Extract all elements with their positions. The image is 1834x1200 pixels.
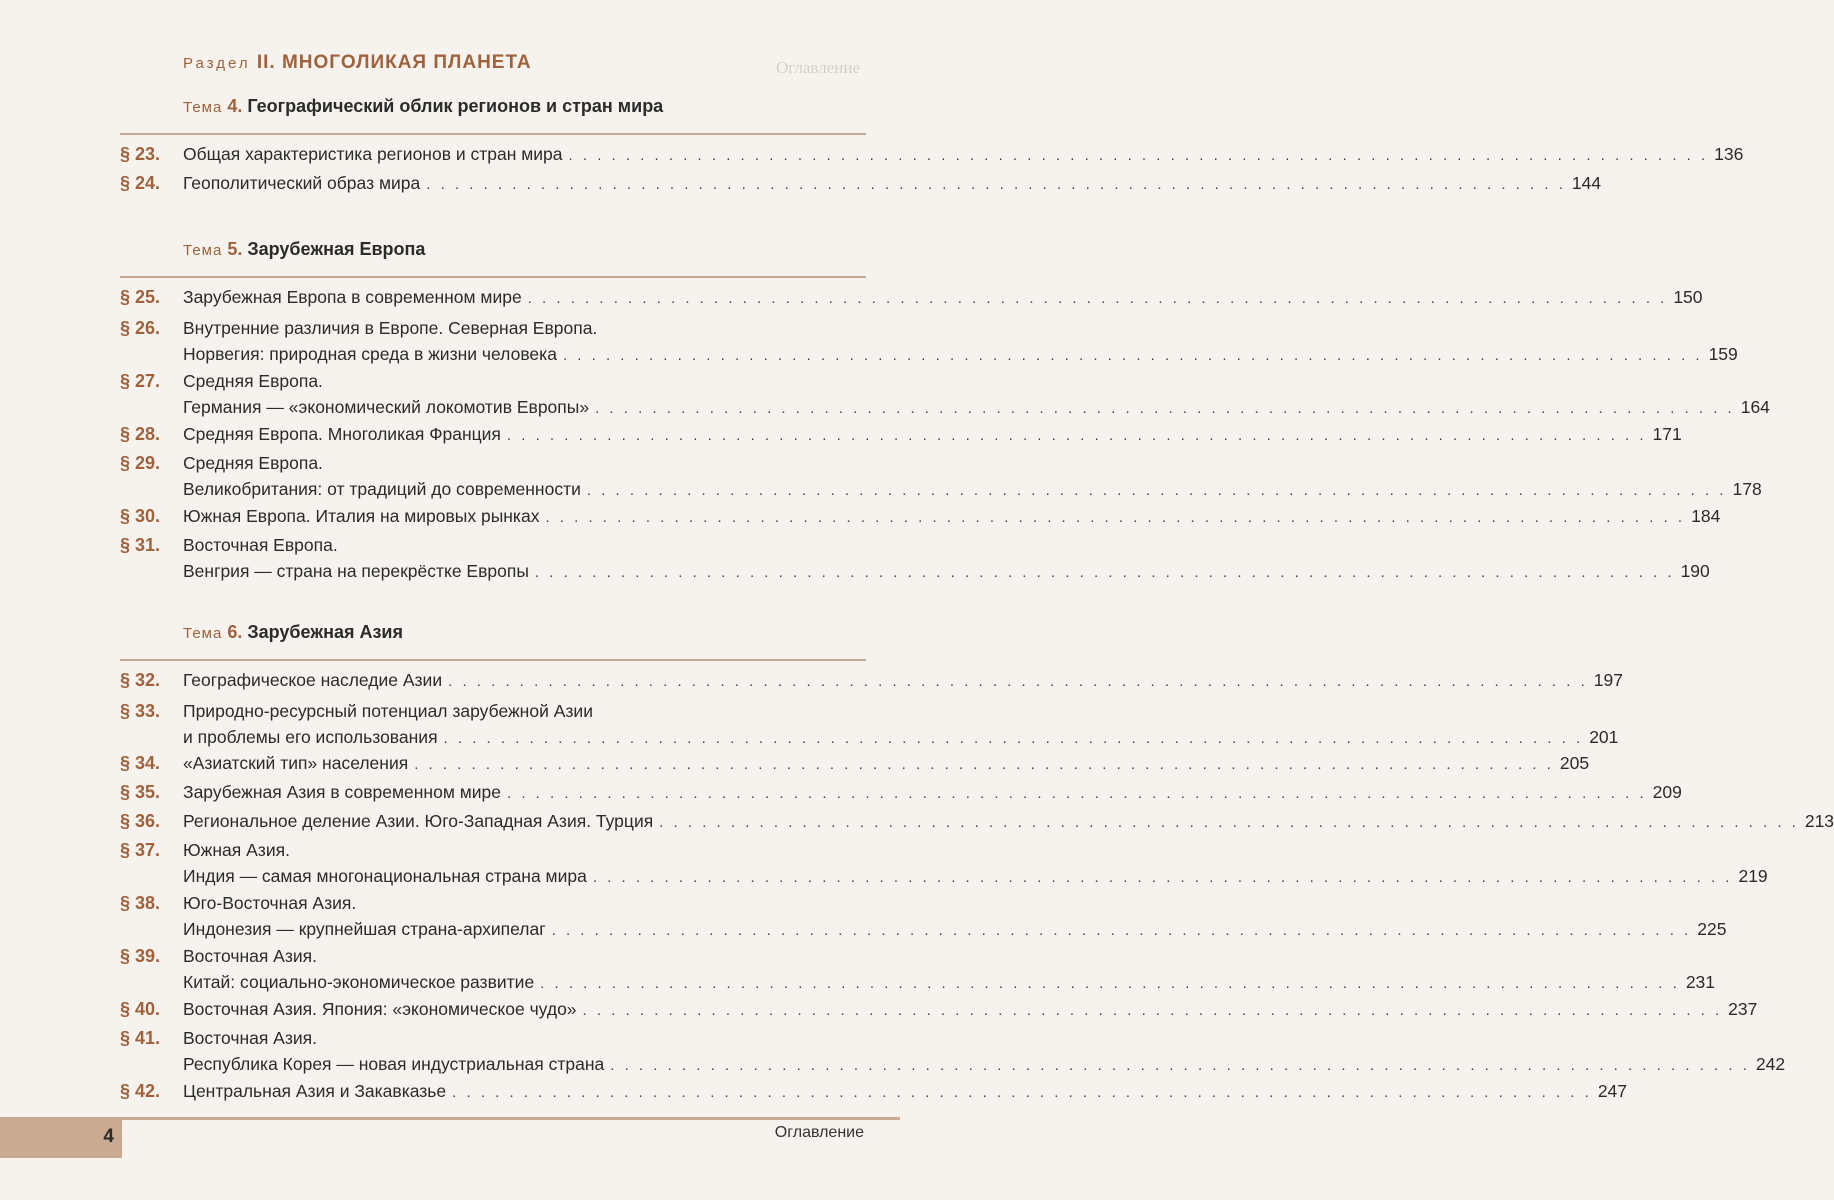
entry-title-line: Зарубежная Европа в современном мире [183,287,522,307]
paragraph-number: § 32. [120,670,161,690]
theme-rule [120,276,866,278]
page-reference: 201 [1589,727,1619,747]
entry-title-line: Восточная Азия. Япония: «экономическое чудо» [183,999,577,1019]
dot-leader: . . . . . . . . . . . . . . . . . . . . . . . . . . . . . . . . . . . . . . . . . . . . . . . . . . . . . . . . . . . . . . . . . . . . . . . . . . . . . . . . [562,347,1703,364]
entry-title-line: Средняя Европа. [183,453,323,473]
theme-number: 4. [227,96,243,116]
toc-entry[interactable] [120,808,1834,836]
dot-leader: . . . . . . . . . . . . . . . . . . . . . . . . . . . . . . . . . . . . . . . . . . . . . . . . . . . . . . . . . . . . . . . . . . . . . . . . . . . . . . . . [540,975,1680,992]
theme-heading [183,96,663,117]
running-footer-title: Оглавление [774,1124,864,1141]
paragraph-number: § 40. [120,999,161,1019]
dot-leader: . . . . . . . . . . . . . . . . . . . . . . . . . . . . . . . . . . . . . . . . . . . . . . . . . . . . . . . . . . . . . . . . . . . . . . . . . . . . . . . . [448,673,1588,690]
entry-title-line: Общая характеристика регионов и стран мира [183,144,563,164]
entry-title-line: и проблемы его использования [183,727,438,747]
toc-entry[interactable] [120,837,1768,891]
dot-leader: . . . . . . . . . . . . . . . . . . . . . . . . . . . . . . . . . . . . . . . . . . . . . . . . . . . . . . . . . . . . . . . . . . . . . . . . . . . . . . . . [568,147,1709,164]
page-reference: 247 [1597,1081,1628,1101]
page-number-tab [0,1120,122,1158]
page-reference: 231 [1685,972,1716,992]
toc-entry[interactable] [120,750,1590,778]
theme-number: 6. [227,622,243,642]
entry-title-line: Зарубежная Азия в современном мире [183,782,501,802]
entry-title-line: Индонезия — крупнейшая страна-архипелаг [183,919,546,939]
theme-label: Тема [183,99,223,116]
paragraph-number: § 29. [120,453,161,473]
toc-entry[interactable] [120,450,1762,504]
theme-title: Географический облик регионов и стран мира [247,96,664,116]
dot-leader: . . . . . . . . . . . . . . . . . . . . . . . . . . . . . . . . . . . . . . . . . . . . . . . . . . . . . . . . . . . . . . . . . . . . . . . . . . . . . . . . [506,427,1647,444]
section-heading [183,52,532,74]
paragraph-number: § 41. [120,1028,161,1048]
toc-entry[interactable] [120,996,1758,1024]
theme-heading [183,239,425,260]
page-reference: 150 [1673,287,1703,307]
theme-heading [183,622,403,643]
paragraph-number: § 42. [120,1081,161,1101]
dot-leader: . . . . . . . . . . . . . . . . . . . . . . . . . . . . . . . . . . . . . . . . . . . . . . . . . . . . . . . . . . . . . . . . . . . . . . . . . . . . . . . . [507,785,1647,802]
toc-entry[interactable] [120,141,1744,169]
entry-title-line: Центральная Азия и Закавказье [183,1081,447,1101]
entry-title-line: Восточная Азия. [183,1028,317,1048]
paragraph-number: § 27. [120,371,161,391]
bleed-through-text: Оглавление [776,58,860,77]
entry-title-line: Индия — самая многонациональная страна мира [183,866,587,886]
page-number: 4 [103,1126,114,1147]
paragraph-number: § 36. [120,811,161,831]
dot-leader: . . . . . . . . . . . . . . . . . . . . . . . . . . . . . . . . . . . . . . . . . . . . . . . . . . . . . . . . . . . . . . . . . . . . . . . . . . . . . . . . [527,290,1668,307]
dot-leader: . . . . . . . . . . . . . . . . . . . . . . . . . . . . . . . . . . . . . . . . . . . . . . . . . . . . . . . . . . . . . . . . . . . . . . . . . . . . . . . . [582,1002,1723,1019]
page-reference: 209 [1652,782,1682,802]
paragraph-number: § 33. [120,701,161,721]
entry-title-line: Внутренние различия в Европе. Северная Европа. [183,318,598,338]
page-reference: 171 [1652,424,1682,444]
paragraph-number: § 31. [120,535,161,555]
theme-rule [120,659,866,661]
entry-title-line: Республика Корея — новая индустриальная страна [183,1054,605,1074]
dot-leader: . . . . . . . . . . . . . . . . . . . . . . . . . . . . . . . . . . . . . . . . . . . . . . . . . . . . . . . . . . . . . . . . . . . . . . . . . . . . . . . . [545,509,1686,526]
entry-title-line: Геополитический образ мира [183,173,421,193]
page-reference: 219 [1738,866,1768,886]
toc-entry[interactable] [120,890,1727,944]
paragraph-number: § 25. [120,287,161,307]
page-reference: 213 [1804,811,1834,831]
toc-entry[interactable] [120,698,1619,752]
page-reference: 164 [1740,397,1770,417]
page-reference: 197 [1593,670,1623,690]
page-reference: 242 [1755,1054,1786,1074]
page-reference: 184 [1691,506,1721,526]
toc-entry[interactable] [120,1025,1786,1079]
entry-title-line: Великобритания: от традиций до современности [183,479,581,499]
page-reference: 159 [1708,344,1738,364]
theme-label: Тема [183,625,223,642]
theme-title: Зарубежная Европа [247,239,426,259]
toc-entry[interactable] [120,943,1716,997]
footer-rule [0,1117,900,1120]
page-reference: 237 [1728,999,1758,1019]
theme-title: Зарубежная Азия [247,622,403,642]
entry-title-line: Средняя Европа. [183,371,323,391]
section-label: Раздел [183,55,251,72]
theme-label: Тема [183,242,223,259]
page-reference: 225 [1697,919,1727,939]
entry-title-line: Средняя Европа. Многоликая Франция [183,424,501,444]
dot-leader: . . . . . . . . . . . . . . . . . . . . . . . . . . . . . . . . . . . . . . . . . . . . . . . . . . . . . . . . . . . . . . . . . . . . . . . . . . . . . . . . [659,814,1799,831]
dot-leader: . . . . . . . . . . . . . . . . . . . . . . . . . . . . . . . . . . . . . . . . . . . . . . . . . . . . . . . . . . . . . . . . . . . . . . . . . . . . . . . . [414,756,1554,773]
toc-entry[interactable] [120,667,1623,695]
dot-leader: . . . . . . . . . . . . . . . . . . . . . . . . . . . . . . . . . . . . . . . . . . . . . . . . . . . . . . . . . . . . . . . . . . . . . . . . . . . . . . . . [595,400,1735,417]
dot-leader: . . . . . . . . . . . . . . . . . . . . . . . . . . . . . . . . . . . . . . . . . . . . . . . . . . . . . . . . . . . . . . . . . . . . . . . . . . . . . . . . [592,869,1733,886]
dot-leader: . . . . . . . . . . . . . . . . . . . . . . . . . . . . . . . . . . . . . . . . . . . . . . . . . . . . . . . . . . . . . . . . . . . . . . . . . . . . . . . . [534,564,1675,581]
paragraph-number: § 35. [120,782,161,802]
theme-rule [120,133,866,135]
section-title: II. МНОГОЛИКАЯ ПЛАНЕТА [256,52,532,73]
entry-title-line: Германия — «экономический локомотив Европы» [183,397,590,417]
toc-entry[interactable] [120,315,1738,369]
toc-entry[interactable] [120,1078,1628,1106]
page-reference: 136 [1714,144,1744,164]
dot-leader: . . . . . . . . . . . . . . . . . . . . . . . . . . . . . . . . . . . . . . . . . . . . . . . . . . . . . . . . . . . . . . . . . . . . . . . . . . . . . . . . [610,1057,1750,1074]
paragraph-number: § 37. [120,840,161,860]
paragraph-number: § 23. [120,144,161,164]
dot-leader: . . . . . . . . . . . . . . . . . . . . . . . . . . . . . . . . . . . . . . . . . . . . . . . . . . . . . . . . . . . . . . . . . . . . . . . . . . . . . . . . [551,922,1692,939]
entry-title-line: Венгрия — страна на перекрёстке Европы [183,561,529,581]
page-reference: 205 [1559,753,1590,773]
entry-title-line: «Азиатский тип» населения [183,753,409,773]
paragraph-number: § 30. [120,506,161,526]
toc-entry[interactable] [120,779,1682,807]
entry-title-line: Восточная Азия. [183,946,317,966]
toc-entry[interactable] [120,368,1770,422]
paragraph-number: § 28. [120,424,161,444]
paragraph-number: § 24. [120,173,161,193]
entry-title-line: Восточная Европа. [183,535,338,555]
page-reference: 178 [1732,479,1762,499]
page-reference: 190 [1680,561,1710,581]
toc-entry[interactable] [120,503,1721,531]
paragraph-number: § 38. [120,893,161,913]
toc-entry[interactable] [120,170,1602,198]
page-reference: 144 [1571,173,1602,193]
dot-leader: . . . . . . . . . . . . . . . . . . . . . . . . . . . . . . . . . . . . . . . . . . . . . . . . . . . . . . . . . . . . . . . . . . . . . . . . . . . . . . . . [586,482,1727,499]
entry-title-line: Региональное деление Азии. Юго-Западная Азия. Турция [183,811,654,831]
theme-number: 5. [227,239,243,259]
dot-leader: . . . . . . . . . . . . . . . . . . . . . . . . . . . . . . . . . . . . . . . . . . . . . . . . . . . . . . . . . . . . . . . . . . . . . . . . . . . . . . . . [452,1084,1592,1101]
entry-title-line: Китай: социально-экономическое развитие [183,972,535,992]
toc-entry[interactable] [120,421,1682,449]
paragraph-number: § 39. [120,946,161,966]
paragraph-number: § 34. [120,753,161,773]
entry-title-line: Природно-ресурсный потенциал зарубежной Азии [183,701,593,721]
dot-leader: . . . . . . . . . . . . . . . . . . . . . . . . . . . . . . . . . . . . . . . . . . . . . . . . . . . . . . . . . . . . . . . . . . . . . . . . . . . . . . . . [443,730,1584,747]
entry-title-line: Норвегия: природная среда в жизни человека [183,344,557,364]
entry-title-line: Географическое наследие Азии [183,670,443,690]
entry-title-line: Южная Европа. Италия на мировых рынках [183,506,540,526]
entry-title-line: Южная Азия. [183,840,290,860]
entry-title-line: Юго-Восточная Азия. [183,893,357,913]
toc-entry[interactable] [120,532,1710,586]
paragraph-number: § 26. [120,318,161,338]
toc-entry[interactable] [120,284,1703,312]
dot-leader: . . . . . . . . . . . . . . . . . . . . . . . . . . . . . . . . . . . . . . . . . . . . . . . . . . . . . . . . . . . . . . . . . . . . . . . . . . . . . . . . [426,176,1566,193]
